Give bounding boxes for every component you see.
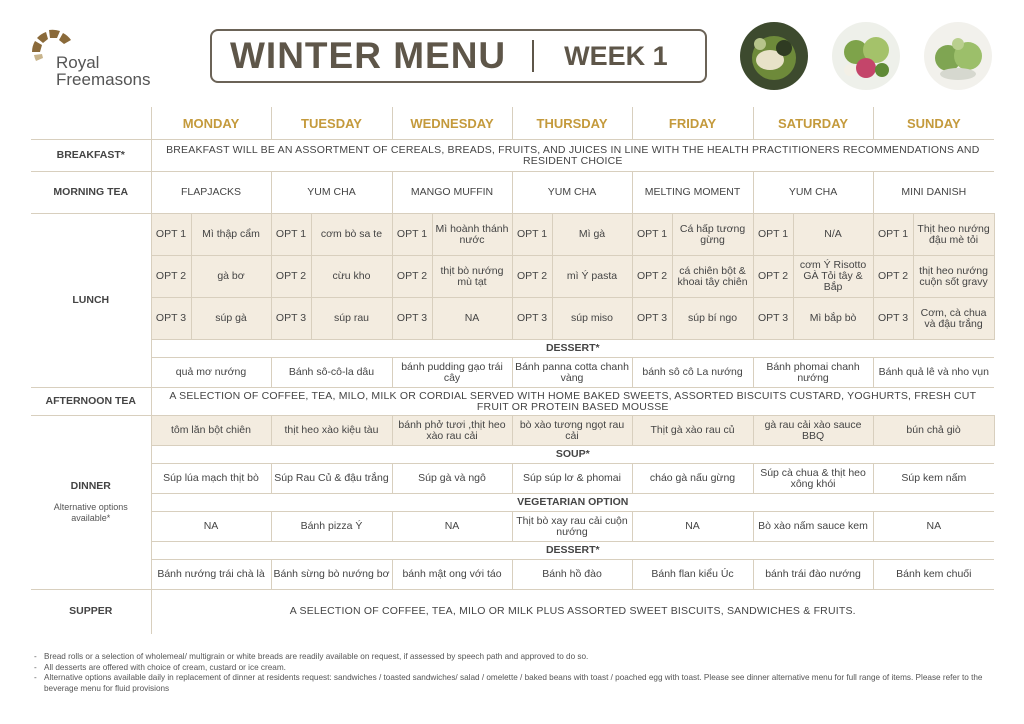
dinner-main-item: tôm lăn bột chiên [151,416,271,446]
lunch-opt1-item: Thịt heo nướng đậu mè tỏi [913,214,994,256]
day-tuesday: TUESDAY [271,107,392,140]
day-header-row [31,107,994,140]
dinner-main-item: thịt heo xào kiệu tàu [271,416,392,446]
logo-line1: Royal [56,53,100,72]
day-sunday: SUNDAY [873,107,994,140]
dinner-dessert-heading: DESSERT* [151,542,994,560]
opt-label: OPT 3 [873,298,913,340]
footnote: - All desserts are offered with choice of cream, custard or ice cream. [34,663,984,674]
lunch-opt3-item: Mì bắp bò [793,298,873,340]
day-monday: MONDAY [151,107,271,140]
morning-tea-item: MELTING MOMENT [632,172,753,214]
lunch-opt3-item: súp miso [552,298,632,340]
veg-row [31,512,994,542]
dinner-main-item: gà rau cải xào sauce BBQ [753,416,873,446]
lunch-opt2-row [31,256,994,298]
dinner-mains-row [31,416,994,446]
veg-item: NA [392,512,512,542]
lunch-dessert-item: Bánh sô-cô-la dâu [271,358,392,388]
morning-tea-item: YUM CHA [753,172,873,214]
logo [30,28,170,88]
supper-row [31,590,994,634]
soup-item: Súp Rau Củ & đậu trắng [271,464,392,494]
opt-label: OPT 2 [271,256,311,298]
dinner-dessert-item: Bánh flan kiểu Úc [632,560,753,590]
lunch-opt2-item: gà bơ [191,256,271,298]
lunch-opt1-row [31,214,994,256]
lunch-opt1-item: Cá hấp tương gừng [672,214,753,256]
day-wednesday: WEDNESDAY [392,107,512,140]
veg-heading: VEGETARIAN OPTION [151,494,994,512]
dinner-label: DINNER [70,480,111,492]
lunch-dessert-item: bánh pudding gạo trái cây [392,358,512,388]
dinner-dessert-heading-row [31,542,994,560]
morning-tea-item: MINI DANISH [873,172,994,214]
lunch-opt1-item: cơm bò sa te [311,214,392,256]
lunch-label: LUNCH [31,214,151,388]
opt-label: OPT 1 [392,214,432,256]
footnote: - Alternative options available daily in replacement of dinner at residents request: sandwiches / toasted sandwiches/ salad / omelette / baked beans with toast / poached egg with toast. Please see dinner alternative menu for full range of items. Please refer to the beverage menu for fluid provisions [34,673,984,694]
lunch-opt2-item: thịt heo nướng cuộn sốt gravy [913,256,994,298]
veg-item: NA [151,512,271,542]
title-box [210,29,707,83]
day-saturday: SATURDAY [753,107,873,140]
dinner-main-item: bánh phở tươi ,thịt heo xào rau cải [392,416,512,446]
corner-cell [31,107,151,140]
opt-label: OPT 2 [151,256,191,298]
morning-tea-row [31,172,994,214]
veg-item: Thịt bò xay rau cải cuộn nướng [512,512,632,542]
dinner-dessert-item: bánh mật ong với táo [392,560,512,590]
opt-label: OPT 1 [873,214,913,256]
dinner-dessert-item: Bánh kem chuối [873,560,994,590]
lunch-opt2-item: thịt bò nướng mù tạt [432,256,512,298]
lunch-dessert-item: bánh sô cô La nướng [632,358,753,388]
opt-label: OPT 2 [873,256,913,298]
morning-tea-item: YUM CHA [271,172,392,214]
veg-item: NA [873,512,994,542]
soup-item: Súp lúa mạch thịt bò [151,464,271,494]
food-photo-2 [832,22,900,90]
dinner-dessert-item: Bánh hồ đào [512,560,632,590]
soup-heading: SOUP* [151,446,994,464]
morning-tea-label: MORNING TEA [31,172,151,214]
dinner-dessert-row [31,560,994,590]
opt-label: OPT 2 [512,256,552,298]
afternoon-tea-row [31,388,994,416]
lunch-opt1-item: Mì gà [552,214,632,256]
opt-label: OPT 3 [632,298,672,340]
soup-row [31,464,994,494]
opt-label: OPT 2 [632,256,672,298]
veg-item: Bò xào nấm sauce kem [753,512,873,542]
food-photo-1 [740,22,808,90]
day-thursday: THURSDAY [512,107,632,140]
opt-label: OPT 3 [753,298,793,340]
breakfast-label: BREAKFAST* [31,140,151,172]
lunch-opt2-item: mì Ý pasta [552,256,632,298]
lunch-dessert-heading-row [31,340,994,358]
soup-item: Súp cà chua & thịt heo xông khói [753,464,873,494]
lunch-dessert-row [31,358,994,388]
soup-item: Súp gà và ngô [392,464,512,494]
lunch-dessert-item: Bánh quả lê và nho vụn [873,358,994,388]
soup-item: cháo gà nấu gừng [632,464,753,494]
opt-label: OPT 3 [271,298,311,340]
opt-label: OPT 2 [753,256,793,298]
food-photo-3 [924,22,992,90]
dinner-dessert-item: Bánh sừng bò nướng bơ [271,560,392,590]
lunch-dessert-item: Bánh phomai chanh nướng [753,358,873,388]
lunch-dessert-item: quả mơ nướng [151,358,271,388]
dinner-dessert-item: bánh trái đào nướng [753,560,873,590]
breakfast-row [31,140,994,172]
opt-label: OPT 1 [151,214,191,256]
lunch-opt3-item: súp gà [191,298,271,340]
opt-label: OPT 3 [512,298,552,340]
breakfast-text: BREAKFAST WILL BE AN ASSORTMENT OF CEREALS, BREADS, FRUITS, AND JUICES IN LINE WITH THE HEALTH PRACTITIONERS RECOMMENDATIONS AND RESIDENT CHOICE [151,140,994,172]
soup-item: Súp kem nấm [873,464,994,494]
opt-label: OPT 1 [753,214,793,256]
supper-label: SUPPER [31,590,151,634]
veg-item: Bánh pizza Ý [271,512,392,542]
lunch-opt2-item: cừu kho [311,256,392,298]
opt-label: OPT 3 [392,298,432,340]
dinner-dessert-item: Bánh nướng trái chà là [151,560,271,590]
footnote: - Bread rolls or a selection of wholemeal/ multigrain or white breads are readily available on request, if assessed by speech path and approved to do so. [34,652,984,663]
lunch-dessert-item: Bánh panna cotta chanh vàng [512,358,632,388]
lunch-opt2-item: cá chiên bột & khoai tây chiên [672,256,753,298]
dinner-label-cell [31,416,151,590]
lunch-opt1-item: Mì thập cẩm [191,214,271,256]
morning-tea-item: YUM CHA [512,172,632,214]
opt-label: OPT 3 [151,298,191,340]
lunch-opt3-item: NA [432,298,512,340]
veg-heading-row [31,494,994,512]
soup-item: Súp súp lơ & phomai [512,464,632,494]
opt-label: OPT 1 [632,214,672,256]
dinner-alt-note: Alternative options available* [53,502,128,523]
supper-text: A SELECTION OF COFFEE, TEA, MILO OR MILK PLUS ASSORTED SWEET BISCUITS, SANDWICHES & FRUITS. [289,605,856,617]
opt-label: OPT 1 [271,214,311,256]
veg-item: NA [632,512,753,542]
lunch-opt3-item: Cơm, cà chua và đậu trắng [913,298,994,340]
lunch-opt3-item: súp rau [311,298,392,340]
logo-line2: Freemasons [56,70,151,89]
title-divider [532,40,534,72]
soup-heading-row [31,446,994,464]
lunch-opt3-row [31,298,994,340]
dinner-main-item: bò xào tương ngọt rau cải [512,416,632,446]
day-friday: FRIDAY [632,107,753,140]
afternoon-tea-label: AFTERNOON TEA [31,388,151,416]
dinner-main-item: Thịt gà xào rau củ [632,416,753,446]
lunch-opt1-item: Mì hoành thánh nước [432,214,512,256]
opt-label: OPT 1 [512,214,552,256]
lunch-opt3-item: súp bí ngo [672,298,753,340]
menu-table [31,107,995,634]
morning-tea-item: MANGO MUFFIN [392,172,512,214]
lunch-opt1-item: N/A [793,214,873,256]
footnotes [34,652,984,694]
afternoon-tea-text: A SELECTION OF COFFEE, TEA, MILO, MILK OR CORDIAL SERVED WITH HOME BAKED SWEETS, ASSORTED BISCUITS CUSTARD, YOGHURTS, FRESH CUT FRUIT OR PROTEIN BASED MOUSSE [151,388,994,416]
morning-tea-item: FLAPJACKS [151,172,271,214]
week-label: WEEK 1 [564,40,668,71]
logo-text [56,54,150,88]
lunch-dessert-heading: DESSERT* [151,340,994,358]
opt-label: OPT 2 [392,256,432,298]
dinner-main-item: bún chả giò [873,416,994,446]
lunch-opt2-item: cơm Ý Risotto GÀ Tỏi tây & Bắp [793,256,873,298]
page-title: WINTER MENU [230,35,507,76]
